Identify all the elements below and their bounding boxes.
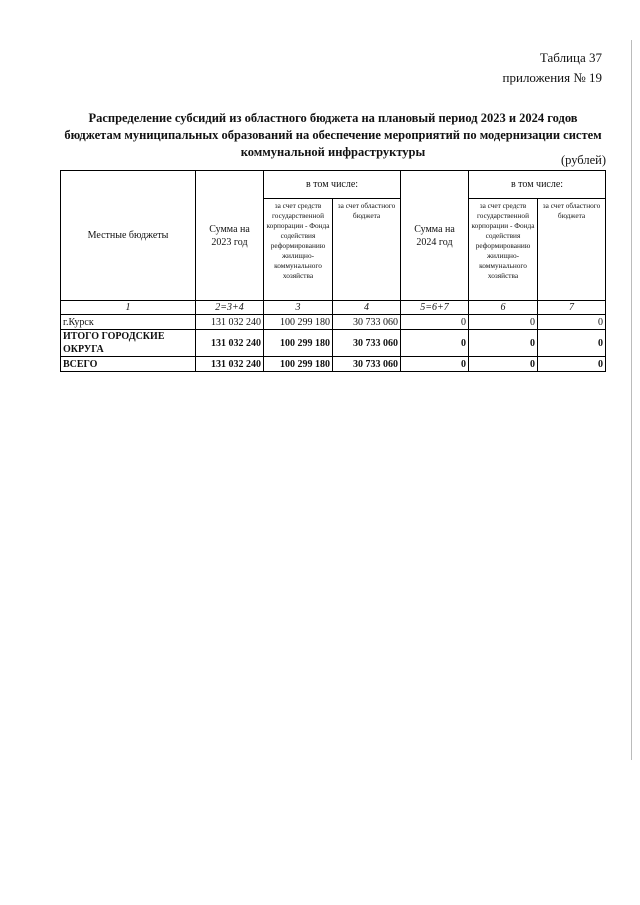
table-row [61,330,606,357]
document-title: Распределение субсидий из областного бюджета на плановый период 2023 и 2024 годов бюджетам муниципальных образований на обеспечение мероприятий по модернизации систем коммунальной инфраструктуры [64,111,602,159]
header-sum-2023: Сумма на 2023 год [196,171,264,301]
row-name: ВСЕГО [61,357,196,372]
cell-regional-2023: 30 733 060 [333,315,401,330]
column-number: 6 [469,301,538,315]
column-number: 1 [61,301,196,315]
header-local-budgets: Местные бюджеты [61,171,196,301]
header-regional-2023: за счет областного бюджета [333,199,401,301]
row-name: г.Курск [61,315,196,330]
cell-sum-2024: 0 [401,315,469,330]
cell-fund-2024: 0 [469,315,538,330]
header-including-2023: в том числе: [264,171,401,199]
cell-regional-2024: 0 [538,330,606,357]
cell-regional-2024: 0 [538,357,606,372]
appendix-number: приложения № 19 [502,70,602,85]
cell-fund-2024: 0 [469,330,538,357]
cell-regional-2023: 30 733 060 [333,357,401,372]
header-regional-2024: за счет областного бюджета [538,199,606,301]
subsidy-table [60,170,606,372]
table-number: Таблица 37 [539,50,602,65]
column-number: 3 [264,301,333,315]
cell-regional-2023: 30 733 060 [333,330,401,357]
cell-sum-2024: 0 [401,330,469,357]
header-sum-2024: Сумма на 2024 год [401,171,469,301]
cell-fund-2023: 100 299 180 [264,330,333,357]
column-number: 2=3+4 [196,301,264,315]
cell-sum-2024: 0 [401,357,469,372]
cell-sum-2023: 131 032 240 [196,357,264,372]
cell-fund-2023: 100 299 180 [264,315,333,330]
cell-sum-2023: 131 032 240 [196,315,264,330]
cell-sum-2023: 131 032 240 [196,330,264,357]
header-including-2024: в том числе: [469,171,606,199]
table-reference [503,48,602,88]
cell-fund-2023: 100 299 180 [264,357,333,372]
row-name: ИТОГО ГОРОДСКИЕ ОКРУГА [61,330,196,357]
unit-label: (рублей) [560,153,606,167]
table-row [61,357,606,372]
table-row [61,315,606,330]
header-fund-2024: за счет средств государственной корпорации - Фонда содействия реформированию жилищно-коммунального хозяйства [469,199,538,301]
header-fund-2023: за счет средств государственной корпорации - Фонда содействия реформированию жилищно-коммунального хозяйства [264,199,333,301]
cell-fund-2024: 0 [469,357,538,372]
column-number: 4 [333,301,401,315]
cell-regional-2024: 0 [538,315,606,330]
column-number: 5=6+7 [401,301,469,315]
scan-edge-line [631,40,632,760]
column-numbers-row [61,301,606,315]
column-number: 7 [538,301,606,315]
